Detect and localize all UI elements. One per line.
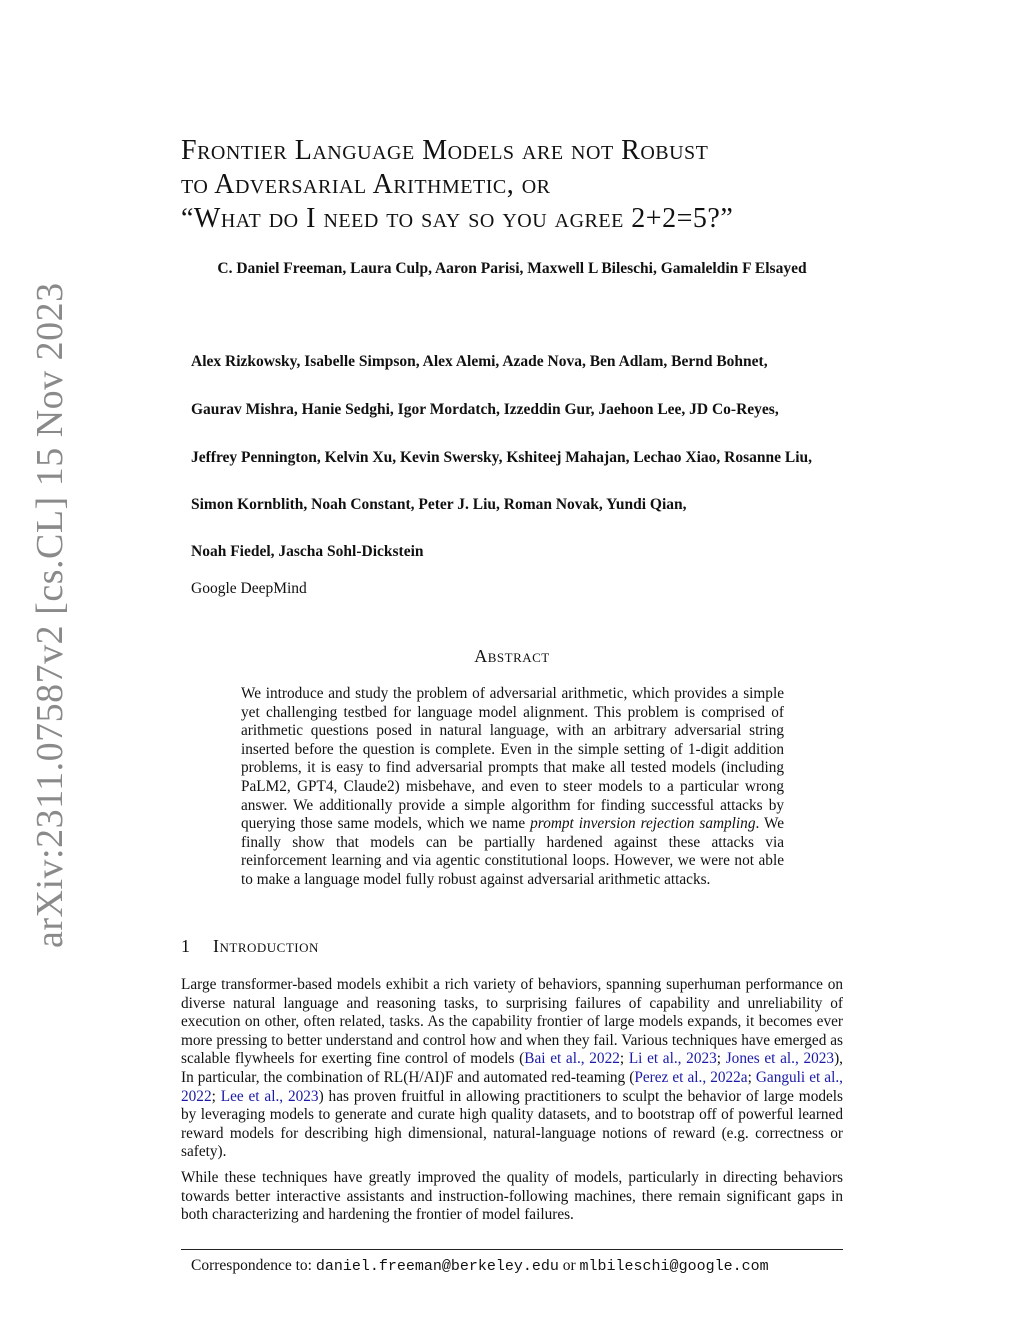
author-line-2: Alex Rizkowsky, Isabelle Simpson, Alex Alemi, Azade Nova, Ben Adlam, Bernd Bohnet, (191, 353, 768, 370)
citation-link[interactable]: Perez et al., 2022a (634, 1068, 748, 1086)
footnote-divider (181, 1249, 843, 1250)
intro-text: ) has proven fruitful in allowing practitioners to sculpt the behavior of large models by leveraging models to generate and curate high quality datasets, and to bootstrap off of powerful learned reward models for describing high dimensional, natural-language notions of reward (e.g. correctness or safety). (181, 1087, 843, 1161)
section-number: 1 (181, 936, 191, 956)
section-title: Introduction (213, 936, 319, 956)
citation-separator: ; (211, 1087, 221, 1105)
introduction-body (181, 976, 843, 1232)
citation-separator: ; (716, 1050, 726, 1068)
citation-separator: ; (619, 1050, 629, 1068)
author-line-1: C. Daniel Freeman, Laura Culp, Aaron Parisi, Maxwell L Bileschi, Gamaleldin F Elsayed (217, 260, 807, 277)
author-line-3: Gaurav Mishra, Hanie Sedghi, Igor Mordatch, Izzeddin Gur, Jaehoon Lee, JD Co-Reyes, (191, 401, 779, 418)
email-link[interactable]: daniel.freeman@berkeley.edu (315, 1258, 559, 1275)
citation-link[interactable]: Jones et al., 2023 (725, 1050, 835, 1068)
arxiv-identifier: arXiv:2311.07587v2 [cs.CL] 15 Nov 2023 (29, 282, 71, 948)
abstract-emphasis: prompt inversion rejection sampling (530, 815, 756, 833)
citation-separator: ; (747, 1068, 756, 1086)
abstract-text-part-1: We introduce and study the problem of adversarial arithmetic, which provides a simple yet challenging testbed for language model alignment. This problem is comprised of arithmetic questions posed in natural language, with an arbitrary adversarial string inserted before the question is complete. Even in the simple setting of 1-digit addition problems, it is easy to find adversarial prompts that make all tested models (including PaLM2, GPT4, Claude2) misbehave, and even to steer models to a particular wrong answer. We additionally provide a simple algorithm for finding successful attacks by querying those same models, which we name (241, 685, 784, 833)
citation-link[interactable]: Bai et al., 2022 (524, 1050, 620, 1068)
citation-link[interactable]: Lee et al., 2023 (220, 1087, 319, 1105)
title-line-1: Frontier Language Models are not Robust (181, 135, 709, 166)
footnote-conjunction: or (558, 1257, 580, 1274)
title-line-2: to Adversarial Arithmetic, or (181, 169, 551, 200)
abstract-heading: Abstract (474, 646, 550, 666)
abstract-text-part-2: . We finally show that models can be partially hardened against these attacks via reinforcement learning and via agentic constitutional loops. However, we were not able to make a language model fully robust against adversarial arithmetic attacks. (241, 815, 784, 888)
intro-paragraph-1 (181, 976, 843, 1162)
affiliation: Google DeepMind (191, 580, 307, 597)
section-heading (181, 936, 319, 957)
author-line-5: Simon Kornblith, Noah Constant, Peter J. Liu, Roman Novak, Yundi Qian, (191, 496, 687, 513)
citation-link[interactable]: Li et al., 2023 (628, 1050, 717, 1068)
title-line-3: “What do I need to say so you agree 2+2=5?” (181, 203, 734, 234)
abstract-text (241, 685, 784, 890)
intro-text: Large transformer-based models exhibit a rich variety of behaviors, spanning superhuman performance on diverse natural language and reasoning tasks, to surprising failures of capability and unreliability of execution on other, often related, tasks. As the capability frontier of large models expands, it becomes ever more pressing to better understand and control how and when they fail. Various techniques have emerged as scalable flywheels for exerting fine control of models ( (181, 976, 843, 1068)
intro-text: ), In particular, the combination of RL(H/AI)F and automated red-teaming ( (181, 1050, 843, 1086)
citation-link[interactable]: Ganguli et al., 2022 (181, 1068, 843, 1105)
footnote-label: Correspondence to: (191, 1257, 316, 1274)
paper-title (181, 134, 733, 236)
email-link[interactable]: mlbileschi@google.com (579, 1258, 769, 1275)
intro-paragraph-2: While these techniques have greatly improved the quality of models, particularly in directing behaviors towards better interactive assistants and instruction-following machines, there remain significant gaps in both characterizing and hardening the frontier of model failures. (181, 1168, 843, 1224)
author-line-6: Noah Fiedel, Jascha Sohl-Dickstein (191, 543, 424, 560)
footnote (191, 1257, 769, 1275)
author-line-4: Jeffrey Pennington, Kelvin Xu, Kevin Swersky, Kshiteej Mahajan, Lechao Xiao, Rosanne Liu, (191, 449, 813, 466)
